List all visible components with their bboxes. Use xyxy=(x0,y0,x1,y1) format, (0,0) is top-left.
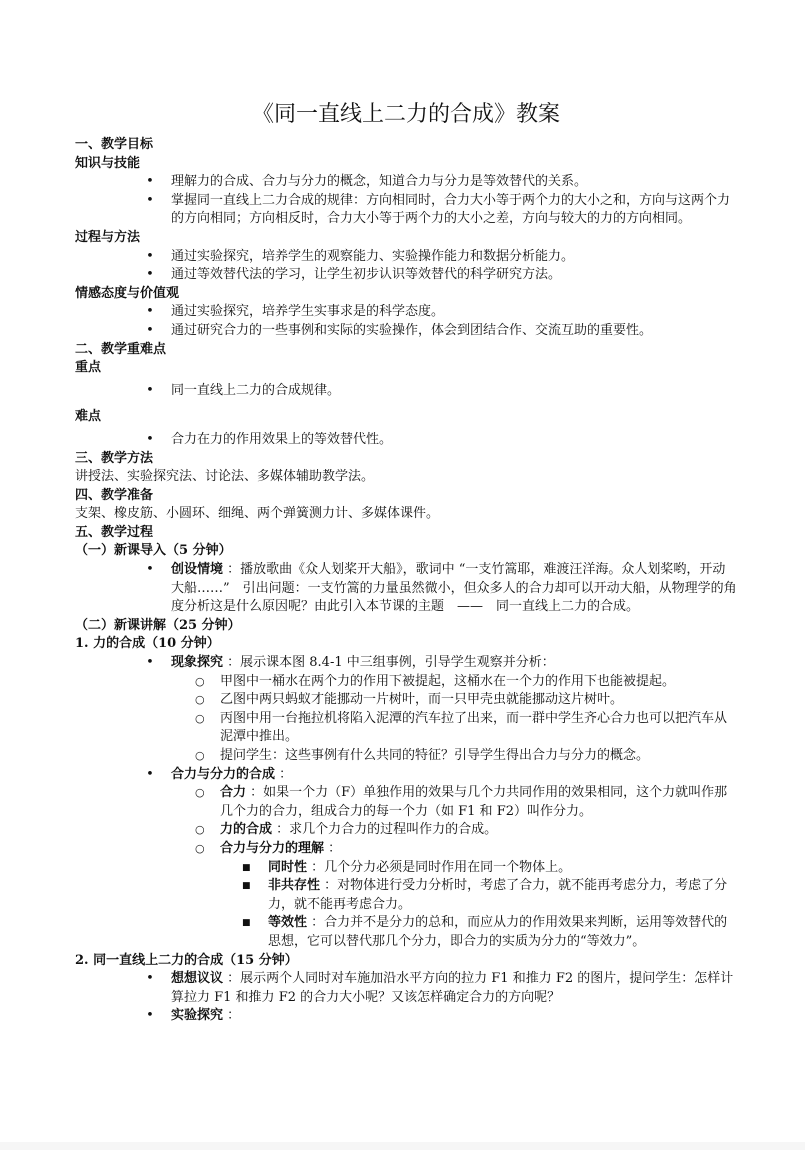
term: 实验探究 xyxy=(171,1008,224,1024)
list-item xyxy=(75,821,737,840)
bullet-list xyxy=(75,173,737,229)
circle-bullet-icon: ○ xyxy=(195,749,205,762)
circle-bullet-icon: ○ xyxy=(195,786,205,800)
list-item-text: 掌握同一直线上二力合成的规律：方向相同时，合力大小等于两个力的大小之和，方向与这两个力的方向相同；方向相反时，合力大小等于两个力的大小之差，方向与较大的力的方向相同。 xyxy=(171,192,731,227)
list-item-text: 甲图中一桶水在两个力的作用下被提起，这桶水在一个力的作用下也能被提起。 xyxy=(220,673,676,689)
list-item-text: ： xyxy=(223,1008,241,1024)
subsection-heading: 情感态度与价值观 xyxy=(75,285,180,301)
list-item xyxy=(75,784,737,821)
list-item-text: ：展示课本图 8.4-1 中三组事例，引导学生观察并分析： xyxy=(223,655,555,671)
list-item xyxy=(75,710,737,747)
section-heading: 五、教学过程 xyxy=(75,524,154,540)
list-item xyxy=(75,859,737,878)
subsection-heading: 过程与方法 xyxy=(75,229,141,245)
list-item-text: 同一直线上二力的合成规律。 xyxy=(171,382,341,398)
term: 创设情境 xyxy=(171,562,224,578)
list-item xyxy=(75,431,737,450)
term: 力的合成 xyxy=(220,822,273,838)
list-item-text: 提问学生：这些事例有什么共同的特征？引导学生得出合力与分力的概念。 xyxy=(220,748,650,763)
subsection-heading: 难点 xyxy=(75,409,102,425)
list-item-text: 通过实验探究，培养学生实事求是的科学态度。 xyxy=(171,304,445,320)
list-item xyxy=(75,322,737,341)
document-title: 《同一直线上二力的合成》教案 xyxy=(251,102,560,127)
disc-bullet-icon: • xyxy=(146,267,154,283)
list-item-text: ：播放歌曲《众人划桨开大船》，歌词中 “一支竹篙耶，难渡汪洋海。众人划桨哟，开动大船……” 引出问题：一支竹篙的力量虽然微小，但众多人的合力却可以开动大船，从物理学的角度分析这是什么原因呢？由此引入本节课的主题 —— 同一直线上二力的合成。 xyxy=(171,562,737,615)
term: 合力与分力的合成 xyxy=(171,766,276,782)
section-heading: 四、教学准备 xyxy=(75,487,154,503)
list-item xyxy=(75,970,737,1007)
list-item-text: ： xyxy=(324,840,342,856)
term: 等效性 xyxy=(268,915,308,931)
list-item-text: ：几个分力必须是同时作用在同一个物体上。 xyxy=(307,859,572,875)
section-heading: 三、教学方法 xyxy=(75,450,154,466)
bullet-list xyxy=(75,970,737,1026)
subsection-heading: 1. 力的合成（10 分钟） xyxy=(75,636,220,652)
list-item xyxy=(75,766,737,785)
list-item xyxy=(75,747,737,766)
list-item xyxy=(75,840,737,859)
bullet-list xyxy=(75,303,737,340)
list-item-text: 通过等效替代法的学习，让学生初步认识等效替代的科学研究方法。 xyxy=(171,267,562,283)
list-item xyxy=(75,266,737,285)
list-item-text: ：对物体进行受力分析时，考虑了合力，就不能再考虑分力，考虑了分力，就不能再考虑合力。 xyxy=(268,878,728,912)
term: 非共存性 xyxy=(268,878,321,894)
subsection-heading: （一）新课导入（5 分钟） xyxy=(75,543,232,559)
disc-bullet-icon: • xyxy=(146,304,154,320)
square-bullet-icon: ■ xyxy=(242,862,251,873)
bullet-list xyxy=(75,382,737,401)
list-item-text: 丙图中用一台拖拉机将陷入泥潭的汽车拉了出来，而一群中学生齐心合力也可以把汽车从泥潭中推出。 xyxy=(220,710,728,745)
list-item xyxy=(75,691,737,710)
paragraph: 讲授法、实验探究法、讨论法、多媒体辅助教学法。 xyxy=(75,469,375,485)
term: 合力与分力的理解 xyxy=(220,840,325,856)
list-item xyxy=(75,303,737,322)
term: 现象探究 xyxy=(171,655,224,671)
circle-bullet-icon: ○ xyxy=(195,693,205,707)
disc-bullet-icon: • xyxy=(146,192,154,208)
bullet-list xyxy=(75,654,737,952)
disc-bullet-icon: • xyxy=(146,655,154,671)
disc-bullet-icon: • xyxy=(146,174,154,190)
list-item xyxy=(75,914,737,951)
disc-bullet-icon: • xyxy=(146,322,154,338)
term: 想想议议 xyxy=(171,971,224,987)
subsection-heading: 2. 同一直线上二力的合成（15 分钟） xyxy=(75,952,298,968)
list-item-text: 合力在力的作用效果上的等效替代性。 xyxy=(171,431,393,447)
list-item-text: 通过实验探究，培养学生的观察能力、实验操作能力和数据分析能力。 xyxy=(171,248,575,264)
bullet-list xyxy=(75,431,737,450)
bullet-list xyxy=(75,248,737,285)
list-item xyxy=(75,1007,737,1026)
circle-bullet-icon: ○ xyxy=(195,841,205,855)
list-item xyxy=(75,561,737,617)
paragraph: 支架、橡皮筋、小圆环、细绳、两个弹簧测力计、多媒体课件。 xyxy=(75,506,440,522)
list-item xyxy=(75,248,737,267)
subsection-heading: 知识与技能 xyxy=(75,155,141,171)
list-item xyxy=(75,192,737,229)
list-item xyxy=(75,877,737,914)
circle-bullet-icon: ○ xyxy=(195,823,205,837)
list-item xyxy=(75,382,737,401)
list-item xyxy=(75,173,737,192)
list-item-text: ： xyxy=(275,766,293,782)
term: 同时性 xyxy=(268,859,308,875)
disc-bullet-icon: • xyxy=(146,971,154,987)
list-item xyxy=(75,673,737,692)
list-item-text: 乙图中两只蚂蚁才能挪动一片树叶，而一只甲壳虫就能挪动这片树叶。 xyxy=(220,692,624,708)
section-heading: 二、教学重难点 xyxy=(75,341,167,357)
subsection-heading: （二）新课讲解（25 分钟） xyxy=(75,617,241,633)
disc-bullet-icon: • xyxy=(146,562,154,578)
list-item xyxy=(75,654,737,673)
circle-bullet-icon: ○ xyxy=(195,711,205,725)
list-item-text: ：如果一个力（F）单独作用的效果与几个力共同作用的效果相同，这个力就叫作那几个力的合力，组成合力的每一个力（如 F1 和 F2）叫作分力。 xyxy=(220,785,728,819)
list-item-text: 通过研究合力的一些事例和实际的实验操作，体会到团结合作、交流互助的重要性。 xyxy=(171,322,653,338)
disc-bullet-icon: • xyxy=(146,248,154,264)
list-item-text: ：合力并不是分力的总和，而应从力的作用效果来判断，运用等效替代的思想，它可以替代那几个分力，即合力的实质为分力的“等效力”。 xyxy=(268,915,728,949)
bullet-list xyxy=(75,561,737,617)
list-item-text: 理解力的合成、合力与分力的概念，知道合力与分力是等效替代的关系。 xyxy=(171,174,588,190)
circle-bullet-icon: ○ xyxy=(195,674,205,688)
square-bullet-icon: ■ xyxy=(242,881,251,892)
document-content xyxy=(75,100,737,1026)
square-bullet-icon: ■ xyxy=(242,918,251,929)
term: 合力 xyxy=(220,785,247,801)
disc-bullet-icon: • xyxy=(146,431,154,447)
list-item-text: ：展示两个人同时对车施加沿水平方向的拉力 F1 和推力 F2 的图片，提问学生：怎样计算拉力 F1 和推力 F2 的合力大小呢？又该怎样确定合力的方向呢？ xyxy=(171,971,734,1005)
disc-bullet-icon: • xyxy=(146,1008,154,1024)
subsection-heading: 重点 xyxy=(75,360,102,376)
disc-bullet-icon: • xyxy=(146,766,154,782)
disc-bullet-icon: • xyxy=(146,382,154,398)
list-item-text: ：求几个力合力的过程叫作力的合成。 xyxy=(272,822,498,838)
section-heading: 一、教学目标 xyxy=(75,137,154,152)
